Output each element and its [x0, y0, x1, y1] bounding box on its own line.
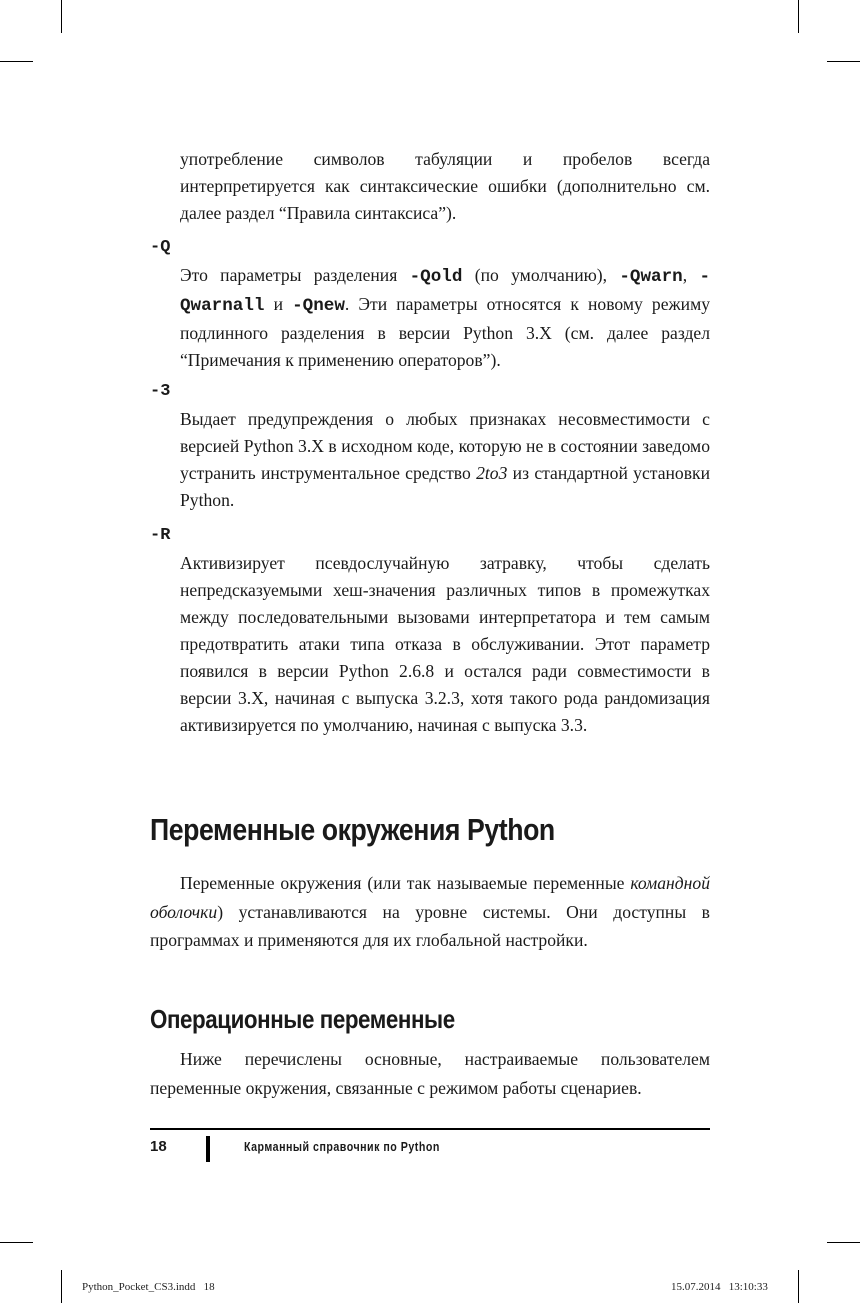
option-3-description: Выдает предупреждения о любых признаках несовместимости с версией Python 3.X в исходном коде, которую не в состоянии заведомо устранить инструментальное средство 2to3 из стандартной установки Python. [180, 409, 710, 510]
shell-term: командной оболочки [150, 873, 710, 922]
option-flag-q: -Q [150, 238, 171, 257]
crop-mark [61, 1270, 62, 1303]
section-intro-paragraph: Переменные окружения (или так называемые переменные командной оболочки) устанавливаются на уровне системы. Они доступны в программах и применяются для их глобальной настройки. [150, 873, 710, 950]
code-qwarn: -Qwarn [619, 267, 683, 287]
crop-mark [798, 1270, 799, 1303]
footer-rule [150, 1128, 710, 1130]
subsection-heading: Операционные переменные [150, 1004, 455, 1034]
slug-timestamp: 15.07.2014 13:10:33 [671, 1281, 768, 1293]
crop-mark [798, 0, 799, 33]
crop-mark [61, 0, 62, 33]
code-qnew: -Qnew [292, 296, 345, 316]
running-title: Карманный справочник по Python [244, 1139, 440, 1154]
option-r-description: Активизирует псевдослучайную затравку, чтобы сделать непредсказуемыми хеш-значения различных типов в промежутках между последовательными вызовами интерпретатора и тем самым предотвратить атаки типа отказа в обслуживании. Этот параметр появился в версии Python 2.6.8 и остался ради совместимости в версии 3.X, начиная с выпуска 3.2.3, хотя такого рода рандомизация активизируется по умолчанию, начиная с выпуска 3.3. [180, 553, 710, 735]
code-qwarnall: -Qwarnall [180, 267, 711, 316]
crop-mark [827, 1242, 860, 1243]
slug-filename: Python_Pocket_CS3.indd 18 [82, 1281, 215, 1293]
code-qold: -Qold [409, 267, 463, 287]
crop-mark [0, 1242, 33, 1243]
tool-name: 2to3 [476, 463, 508, 483]
continuation-paragraph: употребление символов табуляции и пробелов всегда интерпретируется как синтаксические ошибки (дополнительно см. далее раздел “Правила синтаксиса”). [180, 149, 710, 223]
option-flag-3: -3 [150, 382, 171, 401]
crop-mark [0, 61, 33, 62]
crop-mark [827, 61, 860, 62]
option-q-description: Это параметры разделения -Qold (по умолчанию), -Qwarn, -Qwarnall и -Qnew. Эти параметры относятся к новому режиму подлинного разделения в версии Python 3.X (см. далее раздел “Примечания к применению операторов”). [180, 265, 711, 370]
page-number: 18 [150, 1138, 167, 1155]
option-flag-r: -R [150, 526, 171, 545]
footer-divider [206, 1136, 210, 1162]
section-heading: Переменные окружения Python [150, 812, 555, 847]
subsection-paragraph: Ниже перечислены основные, настраиваемые пользователем переменные окружения, связанные с режимом работы сценариев. [150, 1049, 710, 1098]
